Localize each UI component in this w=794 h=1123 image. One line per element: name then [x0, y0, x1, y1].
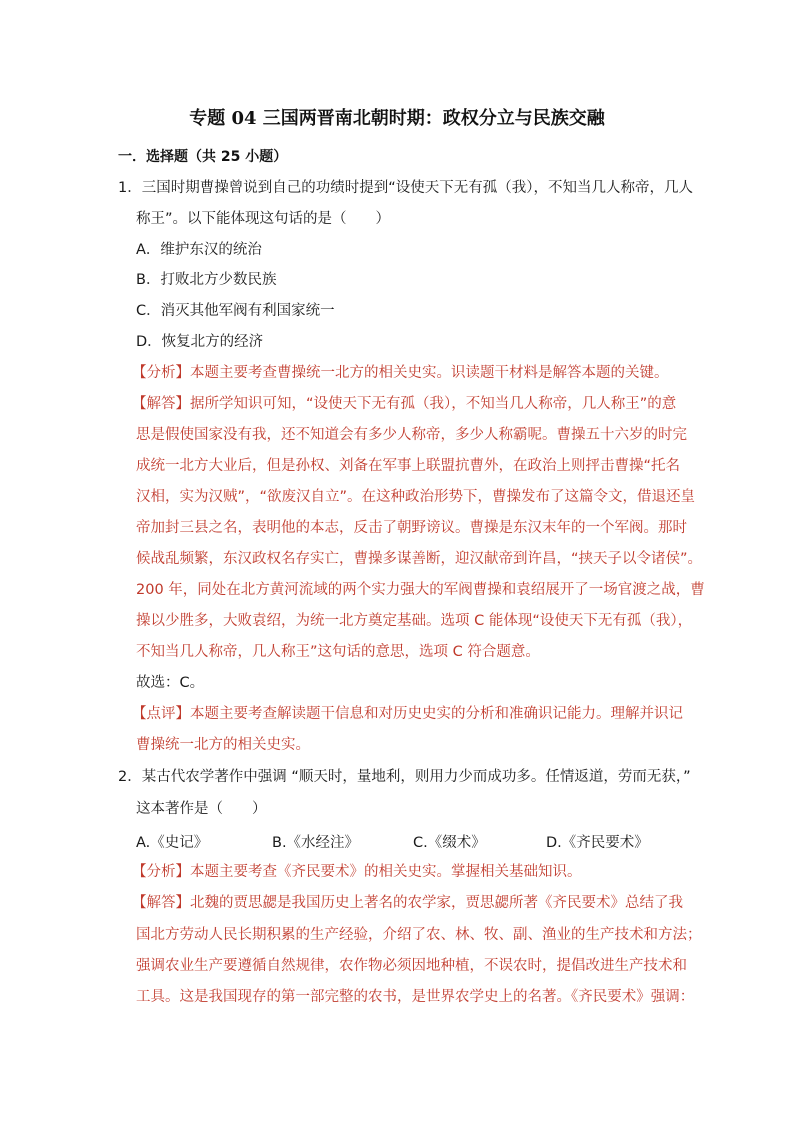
q1-answer-line: [132, 394, 676, 414]
comment-text-line: 曹操统一北方的相关史实。: [136, 737, 310, 753]
q1-option-d: D．恢复北方的经济: [136, 334, 264, 350]
q2-option-c: C.《缀术》: [413, 835, 486, 851]
q1-comment: [132, 704, 683, 724]
q1-stem-line-2: 称王”。以下能体现这句话的是（ ）: [136, 211, 391, 227]
analysis-tag: 【分析】: [132, 365, 190, 381]
answer-text-line: 思是假使国家没有我，还不知道会有多少人称帝，多少人称霸呢。曹操五十六岁的时完: [136, 427, 687, 443]
q1-option-c: C．消灭其他军阀有利国家统一: [136, 303, 335, 319]
answer-text-line: 据所学知识可知，“设使天下无有孤（我），不知当几人称帝，几人称王”的意: [190, 396, 677, 412]
answer-text-line: 北魏的贾思勰是我国历史上著名的农学家，贾思勰所著《齐民要术》总结了我: [190, 895, 683, 911]
analysis-text: 本题主要考查《齐民要术》的相关史实。掌握相关基础知识。: [190, 864, 582, 880]
q1-stem-line-1: 1．三国时期曹操曾说到自己的功绩时提到“设使天下无有孤（我），不知当几人称帝，几人: [118, 180, 693, 196]
answer-text-line: 工具。这是我国现存的第一部完整的农书，是世界农学史上的名著。《齐民要术》强调：: [136, 989, 695, 1005]
answer-tag: 【解答】: [132, 895, 190, 911]
q2-option-d: D.《齐民要术》: [546, 835, 649, 851]
q1-choice: 故选：C。: [136, 675, 205, 691]
section-heading: 一．选择题（共 25 小题）: [118, 149, 288, 165]
q1-option-a: A．维护东汉的统治: [136, 242, 262, 258]
q2-option-b: B.《水经注》: [272, 835, 360, 851]
q2-answer-line: [132, 893, 683, 913]
comment-text-line: 本题主要考查解读题干信息和对历史史实的分析和准确识记能力。理解并识记: [190, 706, 683, 722]
q2-stem-line-2: 这本著作是（ ）: [136, 801, 267, 817]
q1-analysis: [132, 363, 669, 383]
answer-text-line: 帝加封三县之名，表明他的本志，反击了朝野谤议。曹操是东汉末年的一个军阀。那时: [136, 520, 687, 536]
answer-text-line: 成统一北方大业后，但是孙权、刘备在军事上联盟抗曹外，在政治上则抨击曹操“托名: [136, 458, 681, 474]
answer-text-line: 国北方劳动人民长期积累的生产经验，介绍了农、林、牧、副、渔业的生产技术和方法；: [136, 927, 702, 943]
analysis-tag: 【分析】: [132, 864, 190, 880]
q2-option-a: A.《史记》: [136, 835, 209, 851]
answer-text-line: 强调农业生产要遵循自然规律，农作物必须因地种植，不误农时，提倡改进生产技术和: [136, 958, 687, 974]
answer-tag: 【解答】: [132, 396, 190, 412]
q2-stem-line-1: 2．某古代农学著作中强调 “顺天时，量地利，则用力少而成功多。任情返道，劳而无获，”: [118, 769, 691, 785]
comment-tag: 【点评】: [132, 706, 190, 722]
q1-option-b: B．打败北方少数民族: [136, 272, 277, 288]
analysis-text: 本题主要考查曹操统一北方的相关史实。识读题干材料是解答本题的关键。: [190, 365, 669, 381]
answer-text-line: 不知当几人称帝，几人称王”这句话的意思，选项 C 符合题意。: [136, 644, 540, 660]
document-title: 专题 04 三国两晋南北朝时期：政权分立与民族交融: [189, 108, 605, 129]
answer-text-line: 候战乱频繁，东汉政权名存实亡，曹操多谋善断，迎汉献帝到许昌，“挟天子以令诸侯”。: [136, 551, 703, 567]
answer-text-line: 操以少胜多，大败袁绍，为统一北方奠定基础。选项 C 能体现“设使天下无有孤（我），: [136, 613, 693, 629]
q2-analysis: [132, 862, 582, 882]
answer-text-line: 汉相，实为汉贼”，“欲废汉自立”。在这种政治形势下，曹操发布了这篇令文，借退还皇: [136, 489, 696, 505]
answer-text-line: 200 年，同处在北方黄河流域的两个实力强大的军阀曹操和袁绍展开了一场官渡之战，曹: [136, 582, 705, 598]
